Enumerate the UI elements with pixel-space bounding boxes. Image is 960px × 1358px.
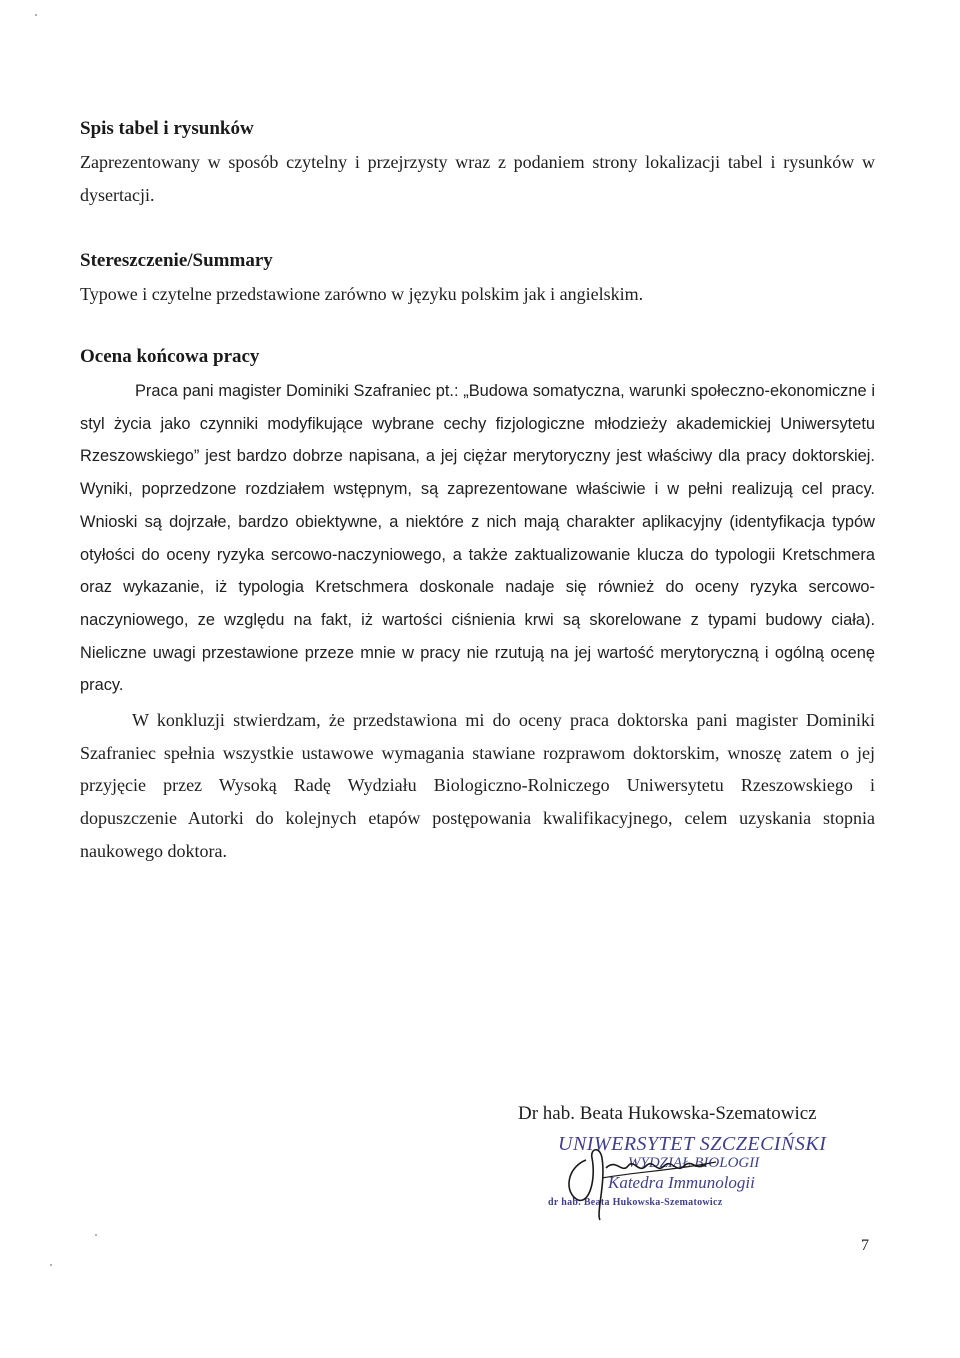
stamp-line-department: Katedra Immunologii: [608, 1173, 755, 1192]
section-heading-assessment: Ocena końcowa pracy: [80, 346, 260, 367]
stamp-line-person: dr hab. Beata Hukowska-Szematowicz: [548, 1197, 723, 1208]
stamp-line-faculty: WYDZIAŁ BIOLOGII: [628, 1155, 760, 1171]
assessment-paragraph-1: Praca pani magister Dominiki Szafraniec pt.: „Budowa somatyczna, warunki społeczno-ekonomiczne i styl życia jako czynniki modyfikujące wybrane cechy fizjologiczne młodzieży akademickiej Uniwersytetu Rzeszowskiego” jest bardzo dobrze napisana, a jej ciężar merytoryczny jest właściwy dla pracy doktorskiej. Wyniki, poprzedzone rozdziałem wstępnym, są zaprezentowane właściwie i w pełni realizują cel pracy. Wnioski są dojrzałe, bardzo obiektywne, a niektóre z nich mają charakter aplikacyjny (identyfikacja typów otyłości do oceny ryzyka sercowo-naczyniowego, a także zaktualizowanie klucza do typologii Kretschmera oraz wykazanie, iż typologia Kretschmera doskonale nadaje się również do oceny ryzyka sercowo-naczyniowego, ze względu na fakt, iż wartości ciśnienia krwi są skorelowane z typami budowy ciała). Nieliczne uwagi przestawione przeze mnie w pracy nie rzutują na jej wartość merytoryczną i ogólną ocenę pracy.: [80, 382, 875, 695]
stamp-line-university: UNIWERSYTET SZCZECIŃSKI: [558, 1133, 827, 1155]
scan-speck: [95, 1234, 97, 1236]
section-body-tables: Zaprezentowany w sposób czytelny i przejrzysty wraz z podaniem strony lokalizacji tabel i rysunków w dysertacji.: [80, 152, 875, 205]
section-heading-tables: Spis tabel i rysunków: [80, 118, 254, 139]
page-number: 7: [861, 1237, 869, 1254]
section-heading-summary: Stereszczenie/Summary: [80, 250, 273, 271]
assessment-paragraph-2: W konkluzji stwierdzam, że przedstawiona mi do oceny praca doktorska pani magister Dominiki Szafraniec spełnia wszystkie ustawowe wymagania stawiane rozprawom doktorskim, wnoszę zatem o jej przyjęcie przez Wysoką Radę Wydziału Biologiczno-Rolniczego Uniwersytetu Rzeszowskiego i dopuszczenie Autorki do kolejnych etapów postępowania kwalifikacyjnego, celem uzyskania stopnia naukowego doktora.: [80, 710, 875, 861]
scan-speck: [35, 14, 37, 16]
section-body-summary: Typowe i czytelne przedstawione zarówno w języku polskim jak i angielskim.: [80, 284, 644, 304]
scan-speck: [50, 1264, 52, 1266]
handwritten-signature: [556, 1138, 746, 1220]
signer-name: Dr hab. Beata Hukowska-Szematowicz: [518, 1103, 817, 1124]
